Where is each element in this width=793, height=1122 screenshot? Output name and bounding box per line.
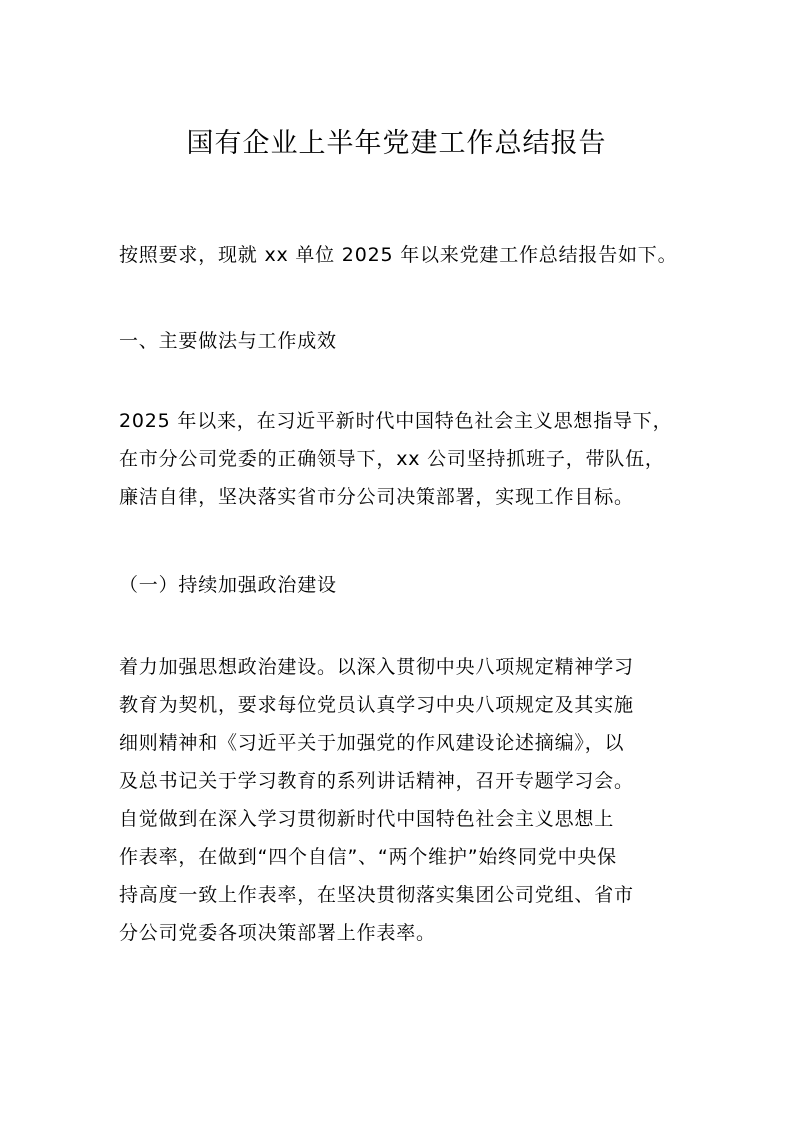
paragraph-line: 教育为契机，要求每位党员认真学习中央八项规定及其实施	[119, 694, 634, 716]
intro-line: 按照要求，现就 xx 单位 2025 年以来党建工作总结报告如下。	[119, 244, 678, 266]
subsection-paragraph	[119, 648, 679, 952]
section-paragraph	[119, 402, 679, 516]
section-heading	[119, 322, 679, 360]
paragraph-line: 着力加强思想政治建设。以深入贯彻中央八项规定精神学习	[119, 656, 634, 678]
paragraph-line: 细则精神和《习近平关于加强党的作风建设论述摘编》，以	[119, 732, 625, 754]
subsection-heading	[119, 566, 679, 604]
paragraph-line: 分公司党委各项决策部署上作表率。	[119, 922, 436, 944]
paragraph-line: 及总书记关于学习教育的系列讲话精神，召开专题学习会。	[119, 770, 634, 792]
section-heading-text: 一、主要做法与工作成效	[119, 330, 337, 352]
paragraph-line: 廉洁自律，坚决落实省市分公司决策部署，实现工作目标。	[119, 486, 634, 508]
subsection-heading-text: （一）持续加强政治建设	[119, 574, 337, 596]
document-title: 国有企业上半年党建工作总结报告	[186, 128, 607, 159]
paragraph-line: 自觉做到在深入学习贯彻新时代中国特色社会主义思想上	[119, 808, 615, 830]
intro-paragraph	[119, 236, 679, 274]
paragraph-line: 2025 年以来，在习近平新时代中国特色社会主义思想指导下，	[119, 410, 673, 432]
paragraph-line: 持高度一致上作表率，在坚决贯彻落实集团公司党组、省市	[119, 884, 634, 906]
paragraph-line: 作表率，在做到“四个自信”、“两个维护”始终同党中央保	[119, 846, 617, 868]
paragraph-line: 在市分公司党委的正确领导下，xx 公司坚持抓班子，带队伍，	[119, 448, 665, 470]
